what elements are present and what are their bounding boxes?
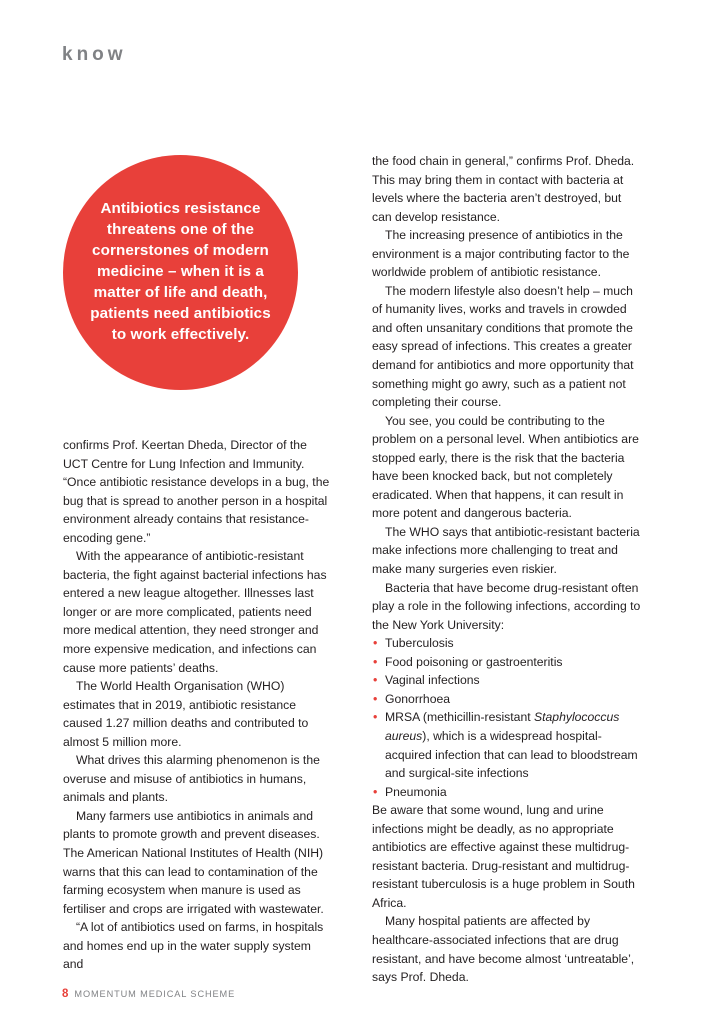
pull-quote-text: Antibiotics resistance threatens one of the cornerstones of modern medicine – when it is a matter of life and death, patients need antibiotics to work effectively. — [90, 200, 271, 343]
list-item-text: Pneumonia — [385, 784, 447, 799]
list-item — [372, 634, 642, 653]
right-text-column — [372, 152, 642, 987]
drug-resistant-infections-list — [372, 634, 642, 801]
paragraph: You see, you could be contributing to the problem on a personal level. When antibiotics are stopped early, there is the risk that the bacteria have been knocked back, but not completely eradicated. When that happens, it can result in more potent and dangerous bacteria. — [372, 413, 639, 521]
list-item — [372, 783, 642, 802]
list-item — [372, 690, 642, 709]
paragraph: Be aware that some wound, lung and urine infections might be deadly, as no appropriate antibiotics are effective against these multidrug-resistant bacteria. Drug-resistant and multidrug-resistant tuberculosis is a huge problem in South Africa. — [372, 803, 635, 910]
pull-quote-circle — [63, 155, 298, 390]
paragraph: confirms Prof. Keertan Dheda, Director of the UCT Centre for Lung Infection and Immunity. “Once antibiotic resistance develops in a bug, the bug that is spread to another person in a hospital environment already contains that resistance-encoding gene.” — [63, 438, 330, 545]
list-item — [372, 708, 642, 782]
paragraph: “A lot of antibiotics used on farms, in hospitals and homes end up in the water supply system and — [63, 920, 324, 972]
list-item — [372, 653, 642, 672]
paragraph: What drives this alarming phenomenon is the overuse and misuse of antibiotics in humans, animals and plants. — [63, 753, 320, 805]
left-text-column — [63, 436, 333, 974]
paragraph: The WHO says that antibiotic-resistant bacteria make infections more challenging to treat and make many surgeries even riskier. — [372, 524, 640, 577]
list-item-text-cont: ), which is a widespread hospital-acquired infection that can lead to bloodstream and surgical-site infections — [385, 728, 638, 781]
list-item-text: Tuberculosis — [385, 636, 454, 651]
page-footer — [62, 988, 235, 1000]
paragraph: The modern lifestyle also doesn’t help – much of humanity lives, works and travels in crowded and often unsanitary conditions that promote the easy spread of infections. This creates a greater demand for antibiotics and more opportunity that something might go awry, such as a patient not completing their course. — [372, 283, 634, 410]
list-item-text: Vaginal infections — [385, 673, 480, 688]
publication-name: MOMENTUM MEDICAL SCHEME — [74, 989, 236, 999]
list-item-text: Gonorrhoea — [385, 691, 451, 706]
list-item — [372, 671, 642, 690]
paragraph: the food chain in general,” confirms Prof. Dheda. This may bring them in contact with bacteria at levels where the bacteria aren’t destroyed, but can develop resistance. — [372, 154, 635, 224]
paragraph: The increasing presence of antibiotics in the environment is a major contributing factor to the worldwide problem of antibiotic resistance. — [372, 228, 630, 280]
paragraph: The World Health Organisation (WHO) estimates that in 2019, antibiotic resistance caused 1.27 million deaths and contributed to almost 5 million more. — [63, 679, 309, 749]
running-head: know — [62, 44, 127, 65]
page-number: 8 — [62, 988, 69, 1000]
paragraph: Many farmers use antibiotics in animals and plants to promote growth and prevent diseases. The American National Institutes of Health (NIH) warns that this can lead to contamination of the farming ecosystem when manure is used as fertiliser and crops are irrigated with wastewater. — [63, 808, 324, 916]
paragraph: With the appearance of antibiotic-resistant bacteria, the fight against bacterial infections has entered a new league altogether. Illnesses last longer or are more complicated, patients need more medical attention, they need stronger and more expensive medication, and infections can cause more patients’ deaths. — [63, 549, 327, 675]
list-item-italic-term: Staphylococcus aureus — [385, 710, 620, 743]
paragraph: Many hospital patients are affected by healthcare-associated infections that are drug resistant, and have become almost ‘untreatable’, says Prof. Dheda. — [372, 914, 635, 985]
list-item-text: MRSA (methicillin-resistant — [385, 710, 534, 725]
paragraph: Bacteria that have become drug-resistant often play a role in the following infections, according to the New York University: — [372, 580, 641, 632]
page-edge — [0, 0, 3, 1024]
list-item-text: Food poisoning or gastroenteritis — [385, 654, 563, 669]
